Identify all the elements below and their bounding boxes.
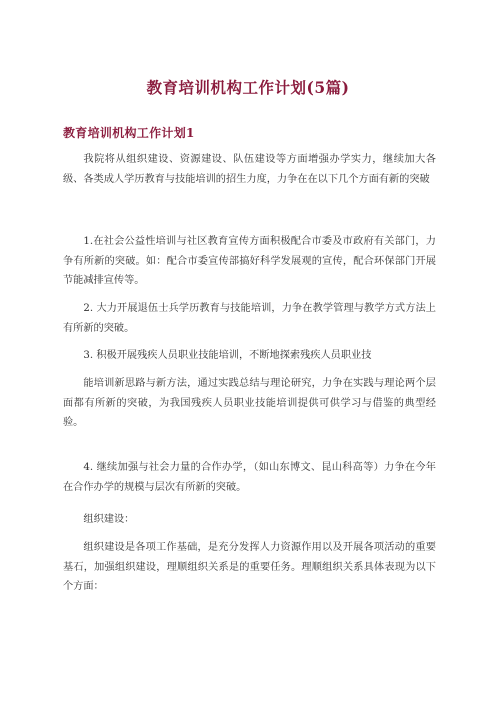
paragraph-item-4: 4. 继续加强与社会力量的合作办学，（如山东博文、昆山科高等）力争在今年在合作办学的规模与层次有所新的突破。: [63, 462, 436, 493]
document-title: 教育培训机构工作计划(5篇): [146, 78, 350, 97]
section-heading: 教育培训机构工作计划1: [63, 126, 195, 140]
paragraph-item-2: 2. 大力开展退伍士兵学历教育与技能培训，力争在教学管理与教学方式方法上有所新的突破。: [63, 303, 436, 334]
paragraph-intro: 我院将从组织建设、资源建设、队伍建设等方面增强办学实力，继续加大各级、各类成人学历教育与技能培训的招生力度，力争在在以下几个方面有新的突破: [63, 154, 436, 185]
paragraph-item-3-continued: 能培训新思路与新方法，通过实践总结与理论研究，力争在实践与理论两个层面都有所新的突破，为我国残疾人员职业技能培训提供可供学习与借鉴的典型经验。: [63, 378, 436, 428]
paragraph-item-1: 1.在社会公益性培训与社区教育宣传方面积极配合市委及市政府有关部门，力争有所新的突破。如：配合市委宣传部搞好科学发展观的宣传，配合环保部门开展节能减排宣传等。: [63, 236, 436, 286]
paragraph-org-heading: 组织建设：: [83, 514, 135, 525]
paragraph-item-3: 3. 积极开展残疾人员职业技能培训，不断地探索残疾人员职业技: [83, 350, 372, 361]
paragraph-org-body: 组织建设是各项工作基础，是充分发挥人力资源作用以及开展各项活动的重要基石，加强组织建设，理顺组织关系是的重要任务。理顺组织关系具体表现为以下个方面：: [63, 542, 436, 592]
